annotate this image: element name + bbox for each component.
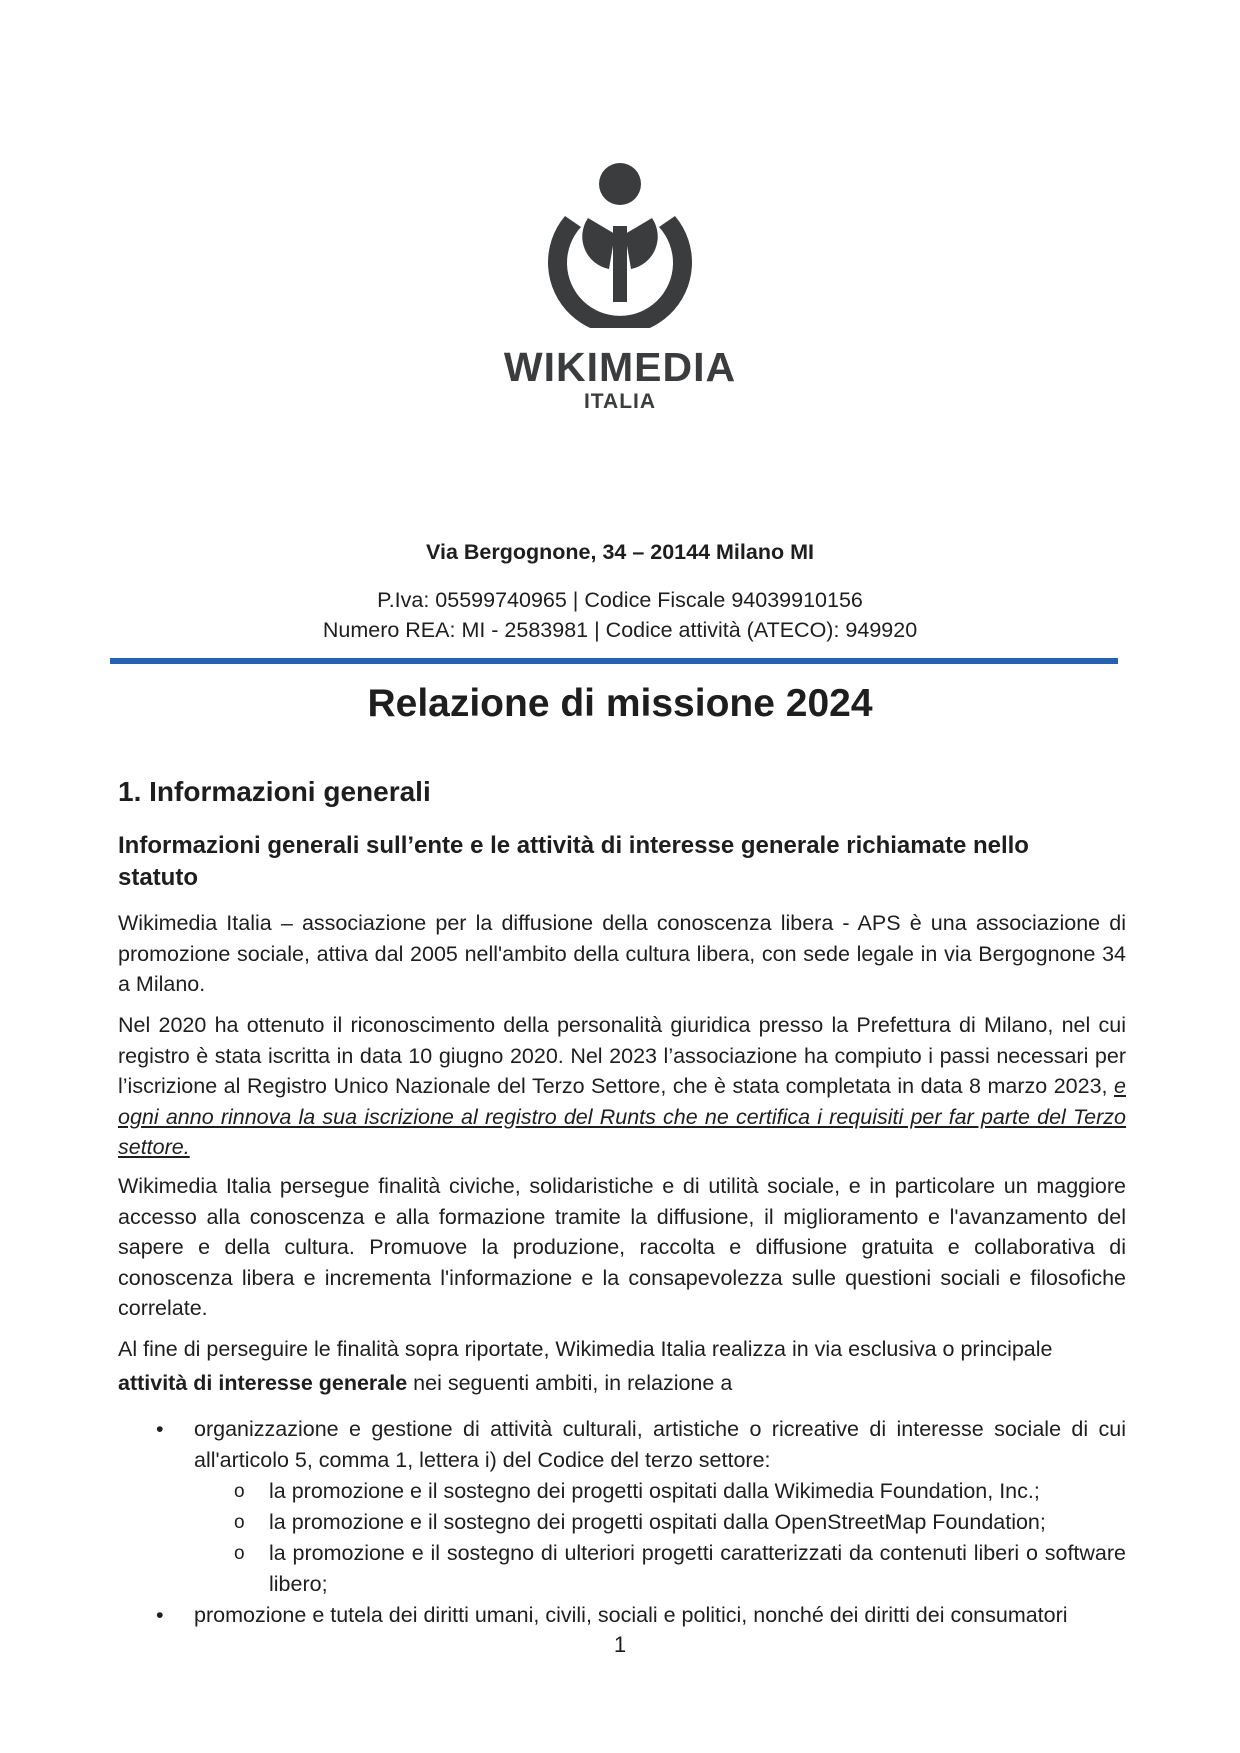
section-heading: 1. Informazioni generali [118, 776, 431, 807]
paragraph-activities-text: Al fine di perseguire le finalità sopra riportate, Wikimedia Italia realizza in via esclusiva o principale [118, 1337, 1053, 1361]
section-subheading: Informazioni generali sull’ente e le attività di interesse generale richiamate nello statuto [118, 832, 1029, 891]
address-line: Via Bergognone, 34 – 20144 Milano MI [426, 540, 814, 564]
paragraph-intro: Wikimedia Italia – associazione per la diffusione della conoscenza libera - APS è una associazione di promozione sociale, attiva dal 2005 nell'ambito della cultura libera, con sede legale in via Bergognone 34 a Milano. [118, 911, 1126, 996]
list-item-text: promozione e tutela dei diritti umani, civili, sociali e politici, nonché dei diritti dei consumatori [194, 1603, 1068, 1627]
header-divider [110, 658, 1118, 664]
logo-subtitle: ITALIA [583, 390, 657, 413]
bullet-icon: • [156, 1417, 164, 1441]
document-title: Relazione di missione 2024 [367, 682, 873, 725]
rea-line: Numero REA: MI - 2583981 | Codice attività (ATECO): 949920 [322, 618, 918, 642]
sub-list-item [118, 1476, 1126, 1507]
paragraph-registration [118, 1010, 1126, 1163]
wikimedia-logo-icon [536, 160, 704, 328]
logo-wordmark: WIKIMEDIA [503, 344, 737, 390]
paragraph-purpose: Wikimedia Italia persegue finalità civiche, solidaristiche e di utilità sociale, e in particolare un maggiore accesso alla conoscenza e alla formazione tramite la diffusione, il miglioramento e l'avanzamento del sapere e della cultura. Promuove la produzione, raccolta e diffusione gratuita e collaborativa di conoscenza libera e incrementa l'informazione e la consapevolezza sulle questioni sociali e filosofiche correlate. [118, 1174, 1126, 1320]
bullet-icon: • [156, 1603, 164, 1627]
sub-list-item [118, 1507, 1126, 1538]
fiscal-line: P.Iva: 05599740965 | Codice Fiscale 94039910156 [377, 588, 863, 612]
list-item-text: organizzazione e gestione di attività culturali, artistiche o ricreative di interesse sociale di cui all'articolo 5, comma 1, lettera i) del Codice del terzo settore: [194, 1417, 1126, 1472]
underlined-runts-text: e ogni anno rinnova la sua iscrizione al registro del Runts che ne certifica i requisiti per far parte del Terzo settore. [118, 1074, 1126, 1159]
paragraph-activities-end: nei seguenti ambiti, in relazione a [407, 1371, 733, 1395]
sub-bullet-icon: o [234, 1512, 245, 1533]
list-item [118, 1414, 1126, 1600]
paragraph-registration-text: Nel 2020 ha ottenuto il riconoscimento della personalità giuridica presso la Prefettura di Milano, nel cui registro è stata iscritta in data 10 giugno 2020. Nel 2023 l’associazione ha compiuto i passi necessari per l’iscrizione al Registro Unico Nazionale del Terzo Settore, che è stata completata in data 8 marzo 2023, [118, 1013, 1126, 1098]
bold-activities-text: attività di interesse generale [118, 1371, 408, 1395]
wikimedia-italia-logo [492, 160, 748, 420]
activities-list [118, 1414, 1126, 1631]
list-item [118, 1600, 1126, 1631]
sub-bullet-icon: o [234, 1481, 245, 1502]
sub-bullet-icon: o [234, 1543, 245, 1564]
paragraph-activities [118, 1332, 1126, 1400]
sub-list-item-text: la promozione e il sostegno di ulteriori progetti caratterizzati da contenuti liberi o software libero; [269, 1541, 1126, 1596]
sub-list-item-text: la promozione e il sostegno dei progetti ospitati dalla Wikimedia Foundation, Inc.; [269, 1479, 1040, 1503]
sub-list-item [118, 1538, 1126, 1600]
page-number: 1 [613, 1632, 627, 1657]
sub-list [194, 1476, 1126, 1600]
sub-list-item-text: la promozione e il sostegno dei progetti ospitati dalla OpenStreetMap Foundation; [269, 1510, 1046, 1534]
